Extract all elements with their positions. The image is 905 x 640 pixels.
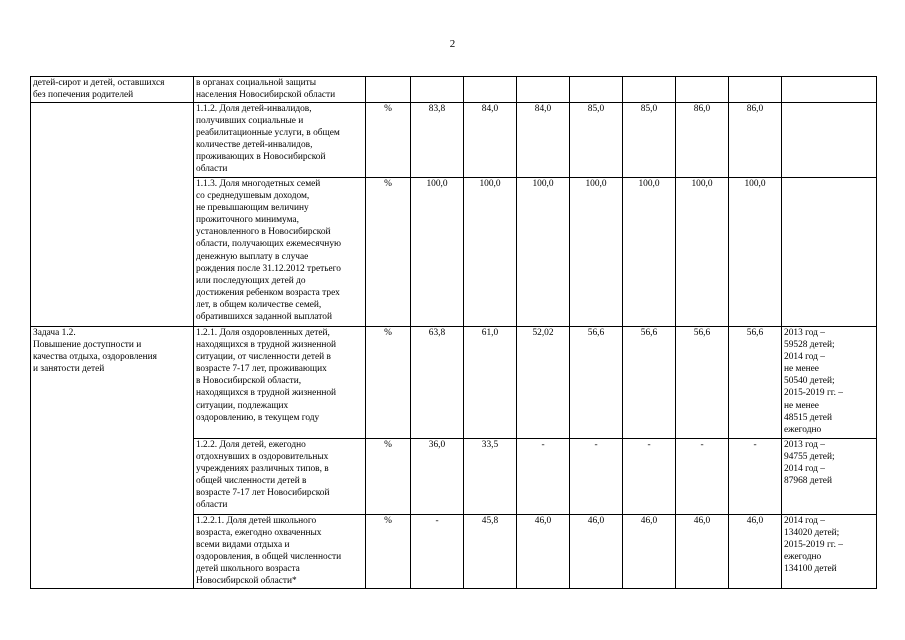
value-cell: 100,0 [517,178,570,327]
value-cell: 86,0 [676,103,729,178]
task-cell: Задача 1.2. Повышение доступности и качества отдыха, оздоровления и занятости детей [31,327,194,589]
value-cell: - [729,439,782,515]
indicator-cell: 1.1.2. Доля детей-инвалидов, получивших социальные и реабилитационные услуги, в общем количестве детей-инвалидов, проживающих в Новосибирской области [194,103,366,178]
note-cell: 2013 год – 59528 детей; 2014 год – не менее 50540 детей; 2015-2019 гг. – не менее 48515 детей ежегодно [782,327,877,439]
value-cell [517,77,570,103]
table-row [31,77,877,103]
value-cell: 46,0 [676,515,729,589]
value-cell [464,77,517,103]
value-cell: 100,0 [464,178,517,327]
value-cell: 85,0 [623,103,676,178]
value-cell: - [623,439,676,515]
value-cell: 56,6 [729,327,782,439]
indicator-cell: 1.1.3. Доля многодетных семей со среднедушевым доходом, не превышающим величину прожиточного минимума, установленного в Новосибирской области, получающих ежемесячную денежную выплату в случае рождения после 31.12.2012 третьего или последующих детей до достижения ребенком возраста трех лет, в общем количестве семей, обратившихся заданной выплатой [194,178,366,327]
unit-cell: % [366,178,411,327]
value-cell: 84,0 [464,103,517,178]
indicators-table [30,76,877,589]
value-cell: - [411,515,464,589]
value-cell: 100,0 [411,178,464,327]
task-cell: детей-сирот и детей, оставшихся без попечения родителей [31,77,194,103]
value-cell: 45,8 [464,515,517,589]
value-cell: 56,6 [570,327,623,439]
unit-cell [366,77,411,103]
table-row [31,103,877,178]
value-cell: 56,6 [676,327,729,439]
value-cell [623,77,676,103]
note-cell [782,103,877,178]
page-number: 2 [449,38,456,50]
value-cell: 86,0 [729,103,782,178]
indicator-cell: 1.2.2. Доля детей, ежегодно отдохнувших в оздоровительных учреждениях различных типов, в общей численности детей в возрасте 7-17 лет Новосибирской области [194,439,366,515]
value-cell [570,77,623,103]
indicator-cell: в органах социальной защиты населения Новосибирской области [194,77,366,103]
unit-cell: % [366,103,411,178]
value-cell: 100,0 [729,178,782,327]
value-cell [676,77,729,103]
note-cell: 2014 год – 134020 детей; 2015-2019 гг. – ежегодно 134100 детей [782,515,877,589]
value-cell: 61,0 [464,327,517,439]
value-cell: 84,0 [517,103,570,178]
unit-cell: % [366,327,411,439]
indicator-cell: 1.2.2.1. Доля детей школьного возраста, ежегодно охваченных всеми видами отдыха и оздоровления, в общей численности детей школьного возраста Новосибирской области* [194,515,366,589]
value-cell: 36,0 [411,439,464,515]
value-cell: - [676,439,729,515]
value-cell: 100,0 [570,178,623,327]
value-cell: - [517,439,570,515]
value-cell [411,77,464,103]
value-cell: 46,0 [570,515,623,589]
value-cell: 100,0 [676,178,729,327]
note-cell [782,77,877,103]
value-cell: 46,0 [517,515,570,589]
note-cell [782,178,877,327]
value-cell: - [570,439,623,515]
unit-cell: % [366,515,411,589]
value-cell: 52,02 [517,327,570,439]
value-cell: 46,0 [623,515,676,589]
value-cell: 56,6 [623,327,676,439]
value-cell: 63,8 [411,327,464,439]
table-row [31,327,877,439]
value-cell: 83,8 [411,103,464,178]
note-cell: 2013 год – 94755 детей; 2014 год – 87968 детей [782,439,877,515]
value-cell: 100,0 [623,178,676,327]
value-cell: 85,0 [570,103,623,178]
value-cell: 33,5 [464,439,517,515]
unit-cell: % [366,439,411,515]
indicator-cell: 1.2.1. Доля оздоровленных детей, находящихся в трудной жизненной ситуации, от численности детей в возрасте 7-17 лет, проживающих в Новосибирской области, находящихся в трудной жизненной ситуации, подлежащих оздоровлению, в текущем году [194,327,366,439]
value-cell: 46,0 [729,515,782,589]
task-cell-continued [31,103,194,327]
value-cell [729,77,782,103]
